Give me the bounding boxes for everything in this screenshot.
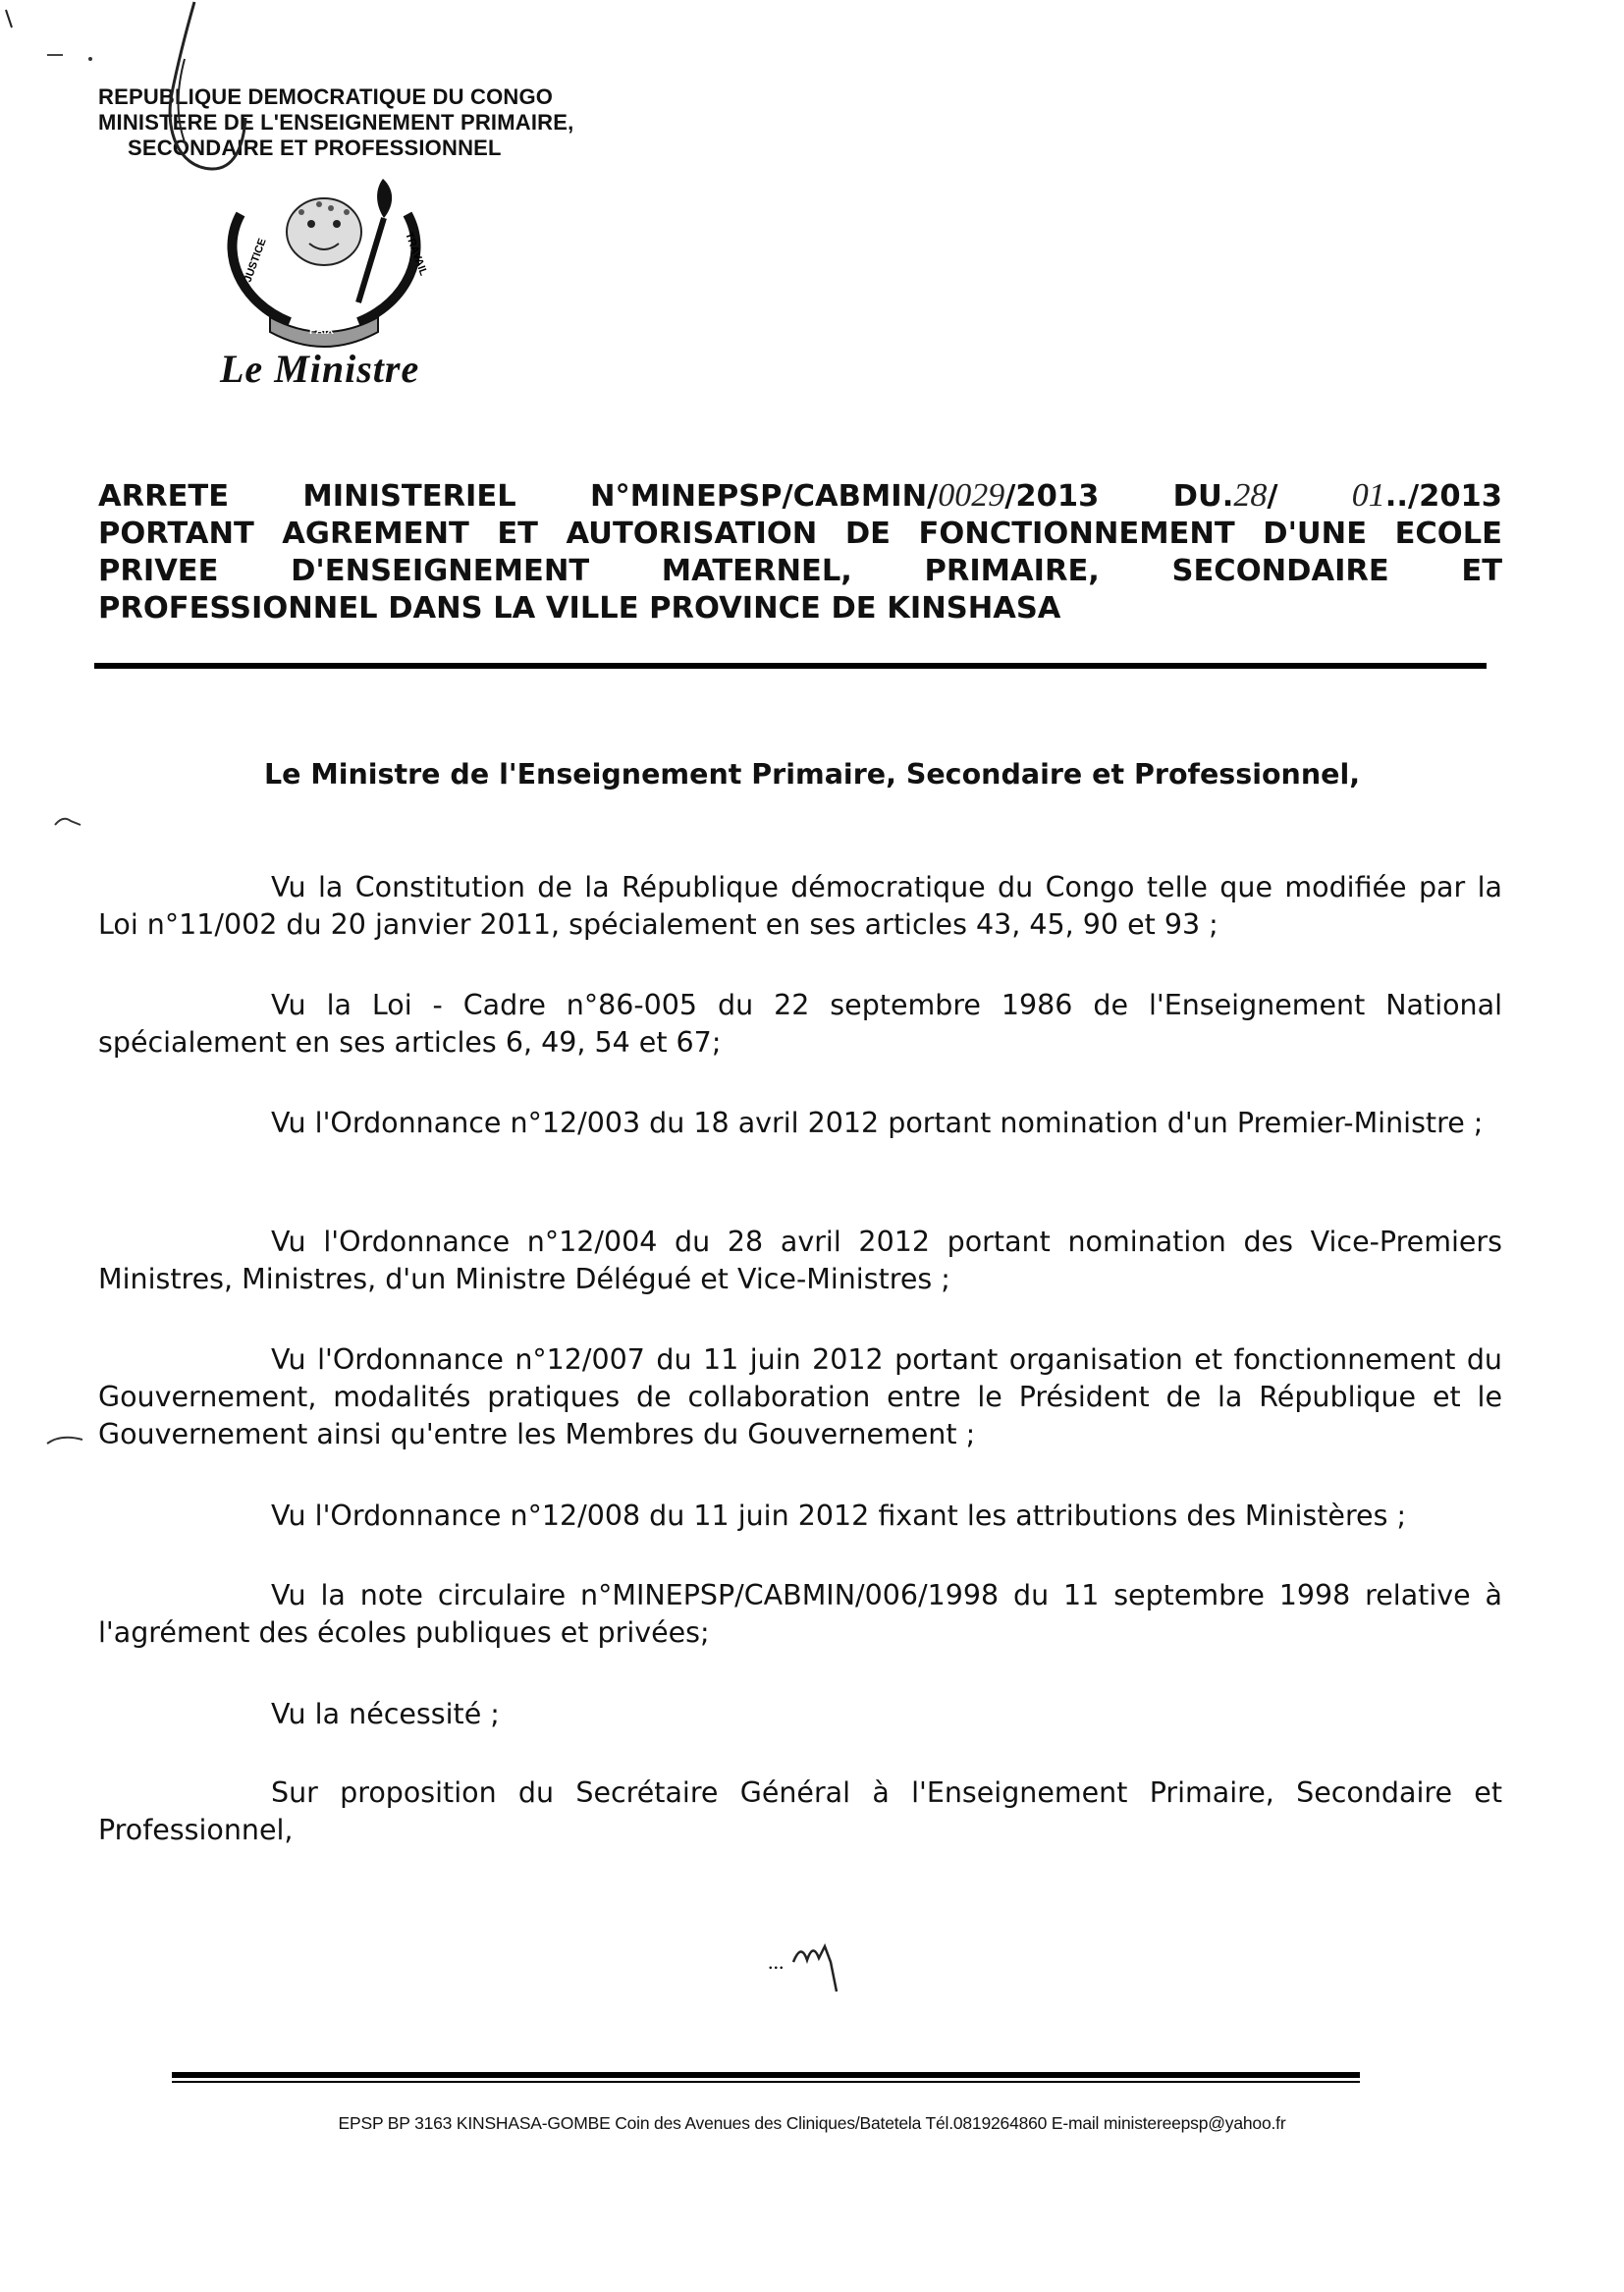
continuation-dots: ... (768, 1949, 785, 1974)
emblem-motto-justice: JUSTICE (242, 237, 269, 285)
footer-address: EPSP BP 3163 KINSHASA-GOMBE Coin des Avenues des Cliniques/Batetela Tél.0819264860 E-mail ministereepsp@yahoo.fr (338, 2113, 1286, 2133)
visa-paragraph-8: Vu la nécessité ; (271, 1698, 500, 1730)
decree-title-line-4: PROFESSIONNEL DANS LA VILLE PROVINCE DE KINSHASA (98, 591, 1061, 626)
decree-day-handwritten: 28 (1233, 477, 1268, 514)
margin-arrow-mark (43, 1430, 92, 1449)
emblem-motto-travail: TRAVAIL (403, 230, 430, 278)
visa-paragraph-7: Vu la note circulaire n°MINEPSP/CABMIN/006/1998 du 11 septembre 1998 relative à l'agrément des écoles publiques et privées; (98, 1579, 1502, 1649)
decree-title-line-3: PRIVEE D'ENSEIGNEMENT MATERNEL, PRIMAIRE, SECONDAIRE ET (98, 554, 1502, 588)
visa-paragraph-5: Vu l'Ordonnance n°12/007 du 11 juin 2012 portant organisation et fonctionnement du Gouvernement, modalités pratiques de collaboration entre le Président de la République et le Gouvernement ainsi qu'entre les Membres du Gouvernement ; (98, 1343, 1502, 1450)
margin-mark (51, 811, 90, 831)
visa-paragraph-3: Vu l'Ordonnance n°12/003 du 18 avril 2012 portant nomination d'un Premier-Ministre ; (271, 1107, 1484, 1139)
decree-date-sep: / (1267, 479, 1352, 514)
emblem-motto-paix: PAIX (309, 325, 334, 337)
decree-month-handwritten: 01 (1351, 477, 1385, 514)
decree-number-label: ARRETE MINISTERIEL N°MINEPSP/CABMIN/ (98, 479, 939, 514)
header-ministry: MINISTERE DE L'ENSEIGNEMENT PRIMAIRE, (98, 110, 574, 135)
visa-paragraph-1: Vu la Constitution de la République démocratique du Congo telle que modifiée par la Loi n°11/002 du 20 janvier 2011, spécialement en ses articles 43, 45, 90 et 93 ; (98, 871, 1502, 941)
le-ministre-title: Le Ministre (220, 347, 420, 391)
decree-date-year: ../2013 (1384, 479, 1502, 514)
handwritten-initial-mark (118, 0, 275, 187)
scan-corner-marks (0, 0, 108, 69)
coat-of-arms-emblem (211, 175, 457, 361)
decree-year-du: /2013 DU. (1004, 479, 1234, 514)
footer-rule-thick (172, 2072, 1360, 2078)
decree-title-line-1 (98, 477, 1502, 516)
continuation-initials-mark (785, 1933, 854, 2001)
header-republic: REPUBLIQUE DEMOCRATIQUE DU CONGO (98, 84, 554, 109)
proposition-paragraph: Sur proposition du Secrétaire Général à l'Enseignement Primaire, Secondaire et Professionnel, (98, 1776, 1502, 1846)
visa-paragraph-2: Vu la Loi - Cadre n°86-005 du 22 septembre 1986 de l'Enseignement National spécialement en ses articles 6, 49, 54 et 67; (98, 989, 1502, 1059)
decree-number-handwritten: 0029 (938, 477, 1005, 514)
decree-title (98, 477, 1502, 628)
visa-paragraph-6: Vu l'Ordonnance n°12/008 du 11 juin 2012 fixant les attributions des Ministères ; (271, 1500, 1407, 1532)
title-divider (94, 663, 1487, 669)
minister-heading: Le Ministre de l'Enseignement Primaire, Secondaire et Professionnel, (263, 758, 1361, 791)
header-ministry-cont: SECONDAIRE ET PROFESSIONNEL (128, 136, 502, 160)
footer-rule-thin (172, 2081, 1360, 2083)
visa-paragraph-4: Vu l'Ordonnance n°12/004 du 28 avril 2012 portant nomination des Vice-Premiers Ministres, Ministres, d'un Ministre Délégué et Vice-Ministres ; (98, 1226, 1502, 1295)
decree-title-line-2: PORTANT AGREMENT ET AUTORISATION DE FONCTIONNEMENT D'UNE ECOLE (98, 517, 1502, 551)
